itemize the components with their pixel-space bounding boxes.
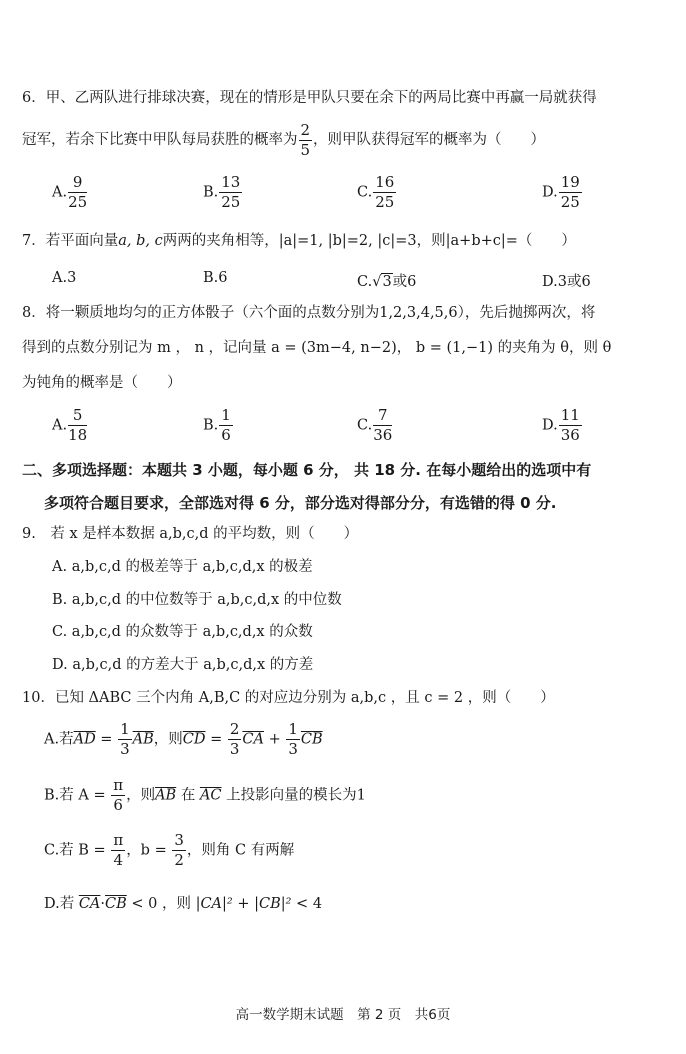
q7-option-c-label: C. [357,274,373,290]
q10-d-post: < 4 [291,896,323,912]
q10-option-a [44,722,323,757]
q6-option-a-label: A. [52,184,68,201]
q10-c-den2: 2 [174,851,184,869]
q6-option-d-label: D. [542,184,558,201]
q8-option-a-den: 18 [68,426,88,444]
q10-d-pre: D.若 [44,896,79,912]
q8-option-c-label: C. [357,417,373,434]
q6-option-b-num: 13 [221,173,241,191]
q7-mid: 两两的夹角相等， [162,233,279,249]
q10-d-mid: < 0 ，则 [126,896,196,912]
q7-pre: 7．若平面向量 [22,233,119,249]
q10-a-eq2: = [205,731,227,748]
q7-condition: |a|=1, |b|=2, |c|=3，则|a+b+c|=（ ） [278,233,576,249]
q10-b-den: 6 [113,796,123,814]
q6-option-b-label: B. [203,184,219,201]
q6-option-b-den: 25 [221,193,241,211]
q7-option-c [357,270,416,291]
sqrt-icon: √ [372,274,382,290]
q6-option-a-den: 25 [68,193,88,211]
q8-option-b-num: 1 [221,406,231,424]
q8-option-c-num: 7 [373,408,392,426]
q8-option-d-label: D. [542,417,558,434]
q8-option-a [52,408,88,443]
q10-b-post2: 在 [176,787,200,804]
q8-option-a-label: A. [52,417,68,434]
q10-a-pre: A.若 [44,731,74,748]
section2-heading-line1: 二、多项选择题：本题共 3 小题，每小题 6 分， 共 18 分. 在每小题给出的选项中有 [22,461,592,479]
q10-b-num: π [113,776,124,794]
q10-a-d3: 3 [288,740,298,758]
q10-option-d [44,892,322,913]
q10-a-then: ，则 [153,731,183,748]
q8-option-b-label: B. [203,417,219,434]
q7-stem [22,231,576,251]
q10-d-cb-squared: |CB|² [254,896,292,912]
vector-cd: $\overline{CD}$ [182,731,206,748]
q8-option-d [542,408,583,443]
q6-option-d [542,175,583,210]
q9-option-b: B. a,b,c,d 的中位数等于 a,b,c,d,x 的中位数 [52,592,342,608]
q6-option-c-label: C. [357,184,373,201]
vector-ca: $\overline{CA}$ [242,731,264,748]
page-footer: 高一数学期末试题 第 2 页 共6页 [235,1007,451,1023]
q6-line2 [22,120,545,160]
q8-option-b [203,408,234,443]
q9-option-a: A. a,b,c,d 的极差等于 a,b,c,d,x 的极差 [52,559,313,575]
q10-c-post: ，则角 C 有两解 [186,842,295,859]
q8-option-c-den: 36 [373,426,393,444]
q10-c-num1: π [113,831,124,849]
q8-line2: 得到的点数分别记为 m ， n ，记向量 a = (3m−4, n−2)， b = (1,−1) 的夹角为 θ，则 θ [22,340,612,356]
q10-b-post1: ，则 [126,787,156,804]
vector-ad: $\overline{AD}$ [73,731,96,748]
q6-fraction [299,120,313,159]
q8-line3: 为钝角的概率是（ ） [22,375,182,391]
q10-c-den1: 4 [113,851,124,869]
q6-line2-post: ，则甲队获得冠军的概率为（ ） [313,132,546,148]
q9-option-c: C. a,b,c,d 的众数等于 a,b,c,d,x 的众数 [52,624,313,640]
vector-ab: $\overline{AB}$ [132,731,154,748]
vector-ac: $\overline{AC}$ [199,787,222,804]
q10-a-n2: 2 [229,720,240,738]
q10-b-post3: 上投影向量的模长为1 [221,787,366,804]
q6-option-c-num: 16 [375,173,395,191]
q6-option-b [203,175,243,210]
q10-a-n3: 1 [288,720,298,738]
q10-option-b [44,778,366,813]
q6-option-c-den: 25 [375,193,395,211]
q8-option-b-den: 6 [221,426,231,444]
q10-a-d1: 3 [120,740,130,758]
q7-option-a: A.3 [52,270,77,286]
q6-line1: 6．甲、乙两队进行排球决赛，现在的情形是甲队只要在余下的两局比赛中再赢一局就获得 [22,90,597,106]
vector-cb: $\overline{CB}$ [300,731,323,748]
q7-option-c-radicand: 3 [382,274,392,290]
q8-option-d-num: 11 [560,406,580,424]
q10-c-num2: 3 [174,831,184,849]
section2-heading-line2: 多项符合题目要求，全部选对得 6 分，部分选对得部分分，有选错的得 0 分. [44,494,557,512]
vector-cb-2: $\overline{CB}$ [105,896,127,912]
q6-option-a [52,175,88,210]
q6-option-c [357,175,397,210]
q7-option-b: B.6 [203,270,228,286]
q10-a-plus: + [264,731,286,748]
vector-ab-2: $\overline{AB}$ [155,787,177,804]
q8-option-d-den: 36 [560,426,580,444]
q7-option-d: D.3或6 [542,274,591,290]
q10-a-d2: 3 [229,740,240,758]
q10-c-mid: ，b = [126,842,172,859]
q6-frac-den: 5 [300,140,311,159]
q6-frac-num: 2 [300,120,311,139]
q8-option-c [357,408,393,443]
q10-stem: 10．已知 ΔABC 三个内角 A,B,C 的对应边分别为 a,b,c ，且 c = 2 ，则（ ） [22,690,555,706]
q10-d-dot: · [100,896,106,912]
q10-a-eq: = [95,731,118,748]
q6-option-a-num: 9 [68,175,87,193]
q10-option-c [44,833,294,868]
q9-stem: 9. 若 x 是样本数据 a,b,c,d 的平均数，则（ ） [22,526,359,542]
q9-option-d: D. a,b,c,d 的方差大于 a,b,c,d,x 的方差 [52,657,314,673]
q10-c-pre: C.若 B = [44,842,111,859]
q6-line2-pre: 冠军，若余下比赛中甲队每局获胜的概率为 [22,132,298,148]
q10-d-ca-squared: |CA|² [195,896,233,912]
q6-option-d-den: 25 [560,193,580,211]
q10-b-pre: B.若 A = [44,787,111,804]
vector-ca-2: $\overline{CA}$ [78,896,101,912]
q10-a-n1: 1 [120,720,130,738]
q6-option-d-num: 19 [560,173,580,191]
q8-option-a-num: 5 [68,408,87,426]
q7-option-c-text: 或6 [392,274,417,290]
q10-d-plus: + [232,896,255,912]
q7-vectors: a, b, c [118,233,163,249]
q8-line1: 8．将一颗质地均匀的正方体骰子（六个面的点数分别为1,2,3,4,5,6），先后抛掷两次，将 [22,305,596,321]
